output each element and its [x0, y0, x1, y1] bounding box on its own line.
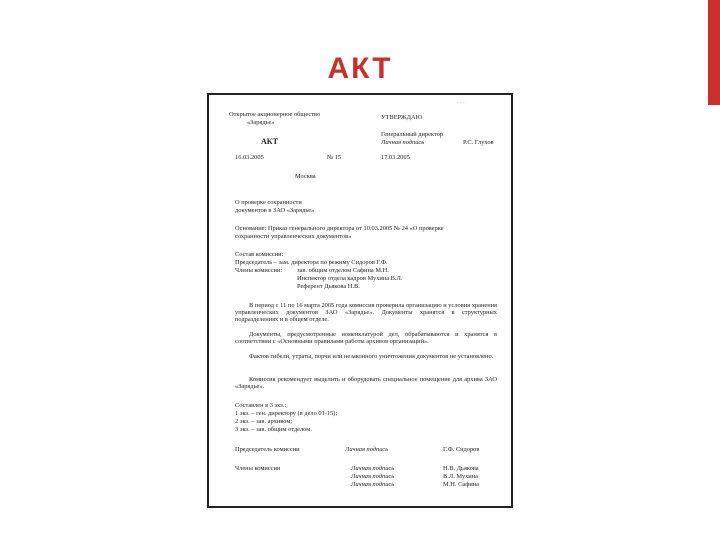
document-title: АКТ: [261, 137, 278, 146]
body-paragraph: Комиссия рекомендует выделить и оборудовать специальное помещение для архива ЗАО «Зарядье».: [235, 376, 497, 391]
chairman-signature: Личная подпись: [345, 446, 389, 453]
commission-heading: Состав комиссии:: [235, 251, 284, 258]
basis-line: Основание: Приказ генерального директора от 10.03.2005 № 24 «О проверке: [235, 225, 444, 232]
org-name-quoted: «Зарядье»: [247, 119, 275, 126]
body-paragraph: Документы, предусмотренные номенклатурой дел, обрабатываются и хранятся в соответствии с «Основными правилами работы архивов организаций».: [235, 331, 497, 346]
subject-line: О проверке сохранности: [235, 199, 302, 206]
copy-line: 2 экз. – зав. архивом;: [235, 418, 293, 425]
copy-line: 3 экз. – зав. общим отделом.: [235, 426, 312, 433]
org-name: Открытое акционерное общество: [229, 111, 321, 118]
commission-member: зав. общим отделом Сафина М.Н.: [297, 267, 389, 274]
commission-chairman: Председатель – зам. директора по режиму Сидоров Г.Ф.: [235, 259, 388, 266]
copy-line: 1 экз. – ген. директору (в дело 01-15);: [235, 410, 338, 417]
member-name: Н.В. Дьякова: [443, 465, 479, 472]
chairman-sign-label: Председатель комиссии: [235, 446, 300, 453]
scanned-document: [207, 93, 513, 508]
basis-line: сохранности управленческих документов»: [235, 233, 352, 240]
members-sign-label: Члены комиссии: [235, 465, 281, 472]
subject-line: документов в ЗАО «Зарядье»: [235, 207, 315, 214]
member-signature: Личная подпись: [351, 465, 395, 472]
member-name: В.Л. Мухина: [443, 473, 478, 480]
document-date: 16.03.2005: [235, 154, 264, 161]
member-signature: Личная подпись: [351, 481, 395, 488]
director-signature: Личная подпись: [381, 139, 425, 146]
document-city: Москва: [295, 173, 316, 180]
commission-member: Инспектор отдела кадров Мухина В.Л.: [297, 275, 403, 282]
approve-date: 17.03.2005: [381, 154, 410, 161]
approve-stamp: УТВЕРЖДАЮ: [381, 114, 423, 121]
director-title: Генеральный директор: [381, 131, 444, 138]
commission-member: Референт Дьякова Н.В.: [297, 283, 360, 290]
chairman-name: Г.Ф. Сидоров: [443, 446, 480, 453]
copies-heading: Составлен в 3 экз.:: [235, 402, 287, 409]
director-name: Р.С. Глухов: [463, 139, 494, 146]
commission-members-label: Члены комиссии:: [235, 267, 283, 274]
document-number: № 15: [327, 154, 342, 161]
slide-title: АКТ: [327, 52, 393, 85]
member-signature: Личная подпись: [351, 473, 395, 480]
scan-mark: - - -: [457, 101, 465, 106]
body-paragraph: В период с 11 по 16 марта 2005 года комиссия проверила организацию и условия хранения управленческих документов ЗАО «Зарядье». Документы хранятся в структурных подразделениях и в общем отделе.: [235, 302, 497, 324]
member-name: М.Н. Сафина: [443, 481, 480, 488]
body-paragraph: Фактов гибели, утраты, порчи или незаконного уничтожения документов не установлено.: [249, 353, 494, 360]
